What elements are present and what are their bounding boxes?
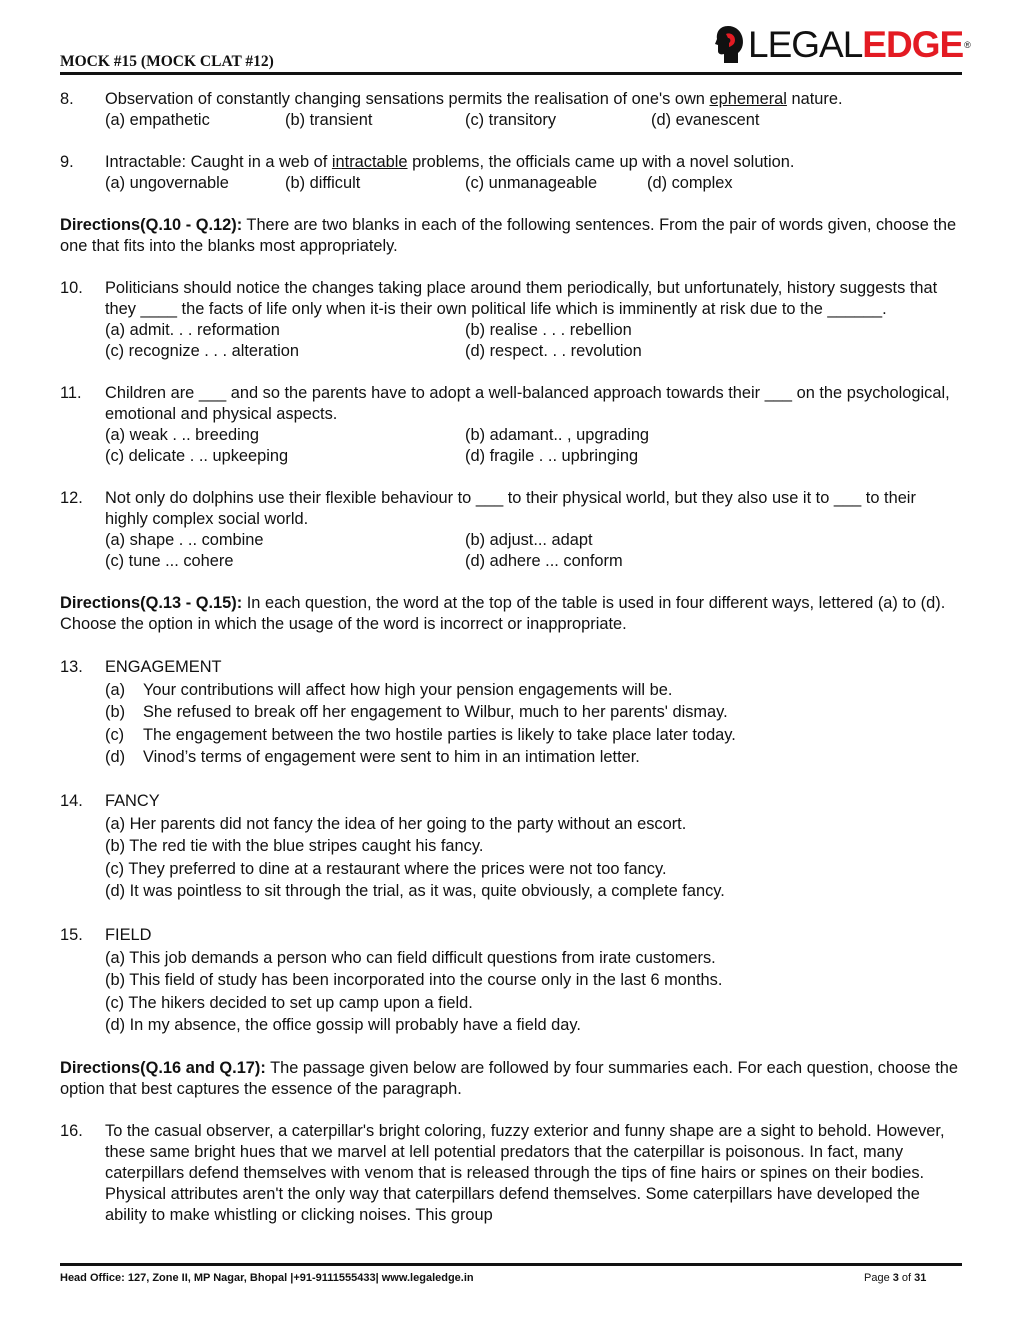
option-d: (d) Vinod’s terms of engagement were sent to him in an intimation letter. [105,748,640,767]
option-d: (d) complex [647,174,733,192]
question-16 [60,1121,960,1226]
question-11 [60,383,960,467]
question-stem: Not only do dolphins use their flexible behaviour to ___ to their physical world, but they also use it to ___ to their highly complex social world. [105,489,916,528]
option-d: (d) In my absence, the office gossip will probably have a field day. [105,1016,581,1035]
directions-label: Directions(Q.16 and Q.17): [60,1058,266,1077]
option-d: (d) fragile . .. upbringing [465,447,639,465]
option-b: (b) adjust... adapt [465,531,593,549]
question-14 [60,790,960,903]
question-word: ENGAGEMENT [105,658,222,676]
option-b: (b) difficult [285,174,361,192]
option-d: (d) It was pointless to sit through the trial, as it was, quite obviously, a complete fancy. [105,882,725,901]
underlined-word: intractable [331,153,408,171]
question-8 [60,89,960,131]
header-rule [60,72,962,75]
question-stem: Children are ___ and so the parents have to adopt a well-balanced approach towards their ___ on the psychological, emotional and physical aspects. [105,384,950,423]
logo-legal: LEGAL [748,24,863,65]
current-page: 3 [892,1272,899,1284]
options-row [105,110,960,131]
question-stem: Politicians should notice the changes taking place around them periodically, but unfortunately, history suggests that they ____ the facts of life only when it-is their own political life which is imminently at risk due to the ______. [105,279,938,318]
question-number: 14. [60,791,83,810]
question-stem: Intractable: Caught in a web of intractable problems, the officials came up with a novel solution. [105,153,795,171]
legaledge-logo [714,20,970,70]
options-row [105,173,960,194]
directions-q16-q17: Directions(Q.16 and Q.17): The passage given below are followed by four summaries each. For each question, choose the option that best captures the essence of the paragraph. [60,1058,958,1098]
footer-address: Head Office: 127, Zone II, MP Nagar, Bhopal |+91-9111555433| www.legaledge.in [60,1272,474,1284]
option-c: (c) transitory [465,111,557,129]
option-a: (a) shape . .. combine [105,531,264,549]
question-12 [60,488,960,572]
option-c: (c) delicate . .. upkeeping [105,447,289,465]
option-b: (b) adamant.. , upgrading [465,426,650,444]
question-word: FIELD [105,925,152,944]
directions-q10-q12: Directions(Q.10 - Q.12): There are two blanks in each of the following sentences. From the pair of words given, choose the one that fits into the blanks most appropriately. [60,216,957,255]
option-d: (d) respect. . . revolution [465,342,642,360]
underlined-word: ephemeral [709,90,787,108]
option-a: (a) empathetic [105,111,210,129]
option-c: (c) unmanageable [465,174,598,192]
question-content [60,89,960,1226]
option-c: (c) They preferred to dine at a restaurant where the prices were not too fancy. [105,859,667,878]
directions-q13-q15: Directions(Q.13 - Q.15): In each question, the word at the top of the table is used in four different ways, lettered (a) to (d). Choose the option in which the usage of the word is incorrect or inappropriate. [60,594,946,633]
logo-edge: EDGE [862,24,964,65]
option-a: (a) Your contributions will affect how high your pension engagements will be. [105,680,673,699]
option-b: (b) transient [285,111,373,129]
question-number: 16. [60,1121,83,1140]
option-d: (d) evanescent [651,111,760,129]
logo-registered: ® [964,40,970,50]
question-number: 8. [60,90,74,108]
question-9 [60,152,960,194]
options-grid [105,320,960,362]
question-word: FANCY [105,791,160,810]
option-a: (a) admit. . . reformation [105,321,280,339]
option-a: (a) weak . .. breeding [105,426,259,444]
footer-rule [60,1263,962,1266]
option-c: (c) recognize . . . alteration [105,342,300,360]
directions-label: Directions(Q.13 - Q.15): [60,594,243,612]
option-c: (c) The hikers decided to set up camp upon a field. [105,993,473,1012]
question-number: 13. [60,658,83,676]
page-header-title: MOCK #15 (MOCK CLAT #12) [60,53,274,70]
question-15 [60,924,960,1037]
option-b: (b) She refused to break off her engagement to Wilbur, much to her parents' dismay. [105,703,728,722]
option-c: (c) tune ... cohere [105,552,234,570]
logo-wordmark [748,25,970,65]
page-indicator: Page 3 of 31 [864,1272,927,1284]
question-10 [60,278,960,362]
option-b: (b) This field of study has been incorporated into the course only in the last 6 months. [105,971,723,990]
option-a: (a) ungovernable [105,174,229,192]
question-number: 11. [60,384,82,402]
options-grid [105,425,960,467]
question-number: 10. [60,279,83,297]
question-stem: Observation of constantly changing sensations permits the realisation of one's own ephemeral nature. [105,90,843,108]
option-a: (a) This job demands a person who can field difficult questions from irate customers. [105,948,716,967]
option-b: (b) The red tie with the blue stripes caught his fancy. [105,837,484,856]
option-b: (b) realise . . . rebellion [465,321,632,339]
directions-label: Directions(Q.10 - Q.12): [60,216,243,234]
question-13 [60,656,960,769]
passage-text: To the casual observer, a caterpillar's bright coloring, fuzzy exterior and funny shape are a sight to behold. However, these same bright hues that we marvel at lell potential predators that the caterpillar is poisonous. In fact, many caterpillars defend themselves with venom that is released through the tips of fine hairs or spines on their bodies. Physical attributes aren't the only way that caterpillars defend themselves. Some caterpillars have developed the ability to make whistling or clicking noises. This group [105,1121,945,1224]
question-number: 15. [60,925,83,944]
total-pages: 31 [914,1272,927,1284]
options-grid [105,530,960,572]
option-c: (c) The engagement between the two hostile parties is likely to take place later today. [105,725,736,744]
question-number: 12. [60,489,83,507]
option-d: (d) adhere ... conform [465,552,623,570]
option-a: (a) Her parents did not fancy the idea of her going to the party without an escort. [105,814,687,833]
question-number: 9. [60,153,74,171]
head-silhouette-icon [714,25,744,65]
